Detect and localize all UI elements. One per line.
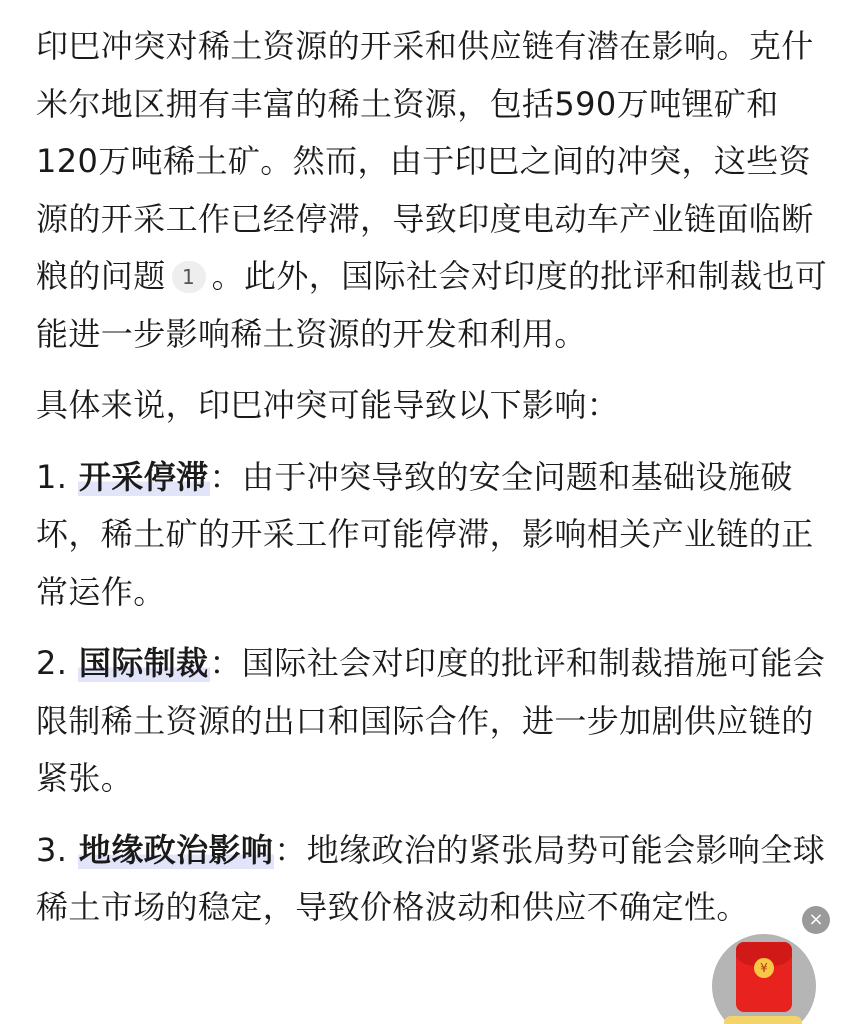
intro-text-continued: 。此外，国际社会对印度的批评和制裁也可能进一步影响稀土资源的开发和利用。 <box>36 257 828 353</box>
list-item-number: 3. <box>36 830 68 869</box>
citation-badge[interactable]: 1 <box>172 261 206 293</box>
list-item-text: ：由于冲突导致的安全问题和基础设施破坏，稀土矿的开采工作可能停滞，影响相关产业链的正常运作。 <box>36 457 814 611</box>
list-item-number: 1. <box>36 457 68 496</box>
list-item-keyword: 开采停滞 <box>78 457 209 496</box>
intro-paragraph <box>36 18 836 363</box>
list-item <box>36 822 836 937</box>
list-item-number: 2. <box>36 644 68 682</box>
list-item <box>36 635 836 808</box>
coin-icon: ¥ <box>754 958 774 978</box>
widget-label <box>724 1016 802 1024</box>
list-item-text: ：地缘政治的紧张局势可能会影响全球稀土市场的稳定，导致价格波动和供应不确定性。 <box>36 830 826 926</box>
intro-text: 印巴冲突对稀土资源的开采和供应链有潜在影响。克什米尔地区拥有丰富的稀土资源，包括590万吨锂矿和120万吨稀土矿。然而，由于印巴之间的冲突，这些资源的开采工作已经停滞，导致印度电动车产业链面临断粮的问题 <box>36 27 814 295</box>
close-icon[interactable]: × <box>802 906 830 934</box>
red-packet-icon[interactable] <box>736 942 792 1012</box>
list-item <box>36 449 836 622</box>
list-item-keyword: 国际制裁 <box>78 644 209 682</box>
red-packet-widget[interactable] <box>712 928 832 1024</box>
lead-in-paragraph: 具体来说，印巴冲突可能导致以下影响： <box>36 386 620 424</box>
list-item-keyword: 地缘政治影响 <box>78 830 274 869</box>
answer-content <box>36 18 836 937</box>
list-item-text: ：国际社会对印度的批评和制裁措施可能会限制稀土资源的出口和国际合作，进一步加剧供应链的紧张。 <box>36 644 826 797</box>
